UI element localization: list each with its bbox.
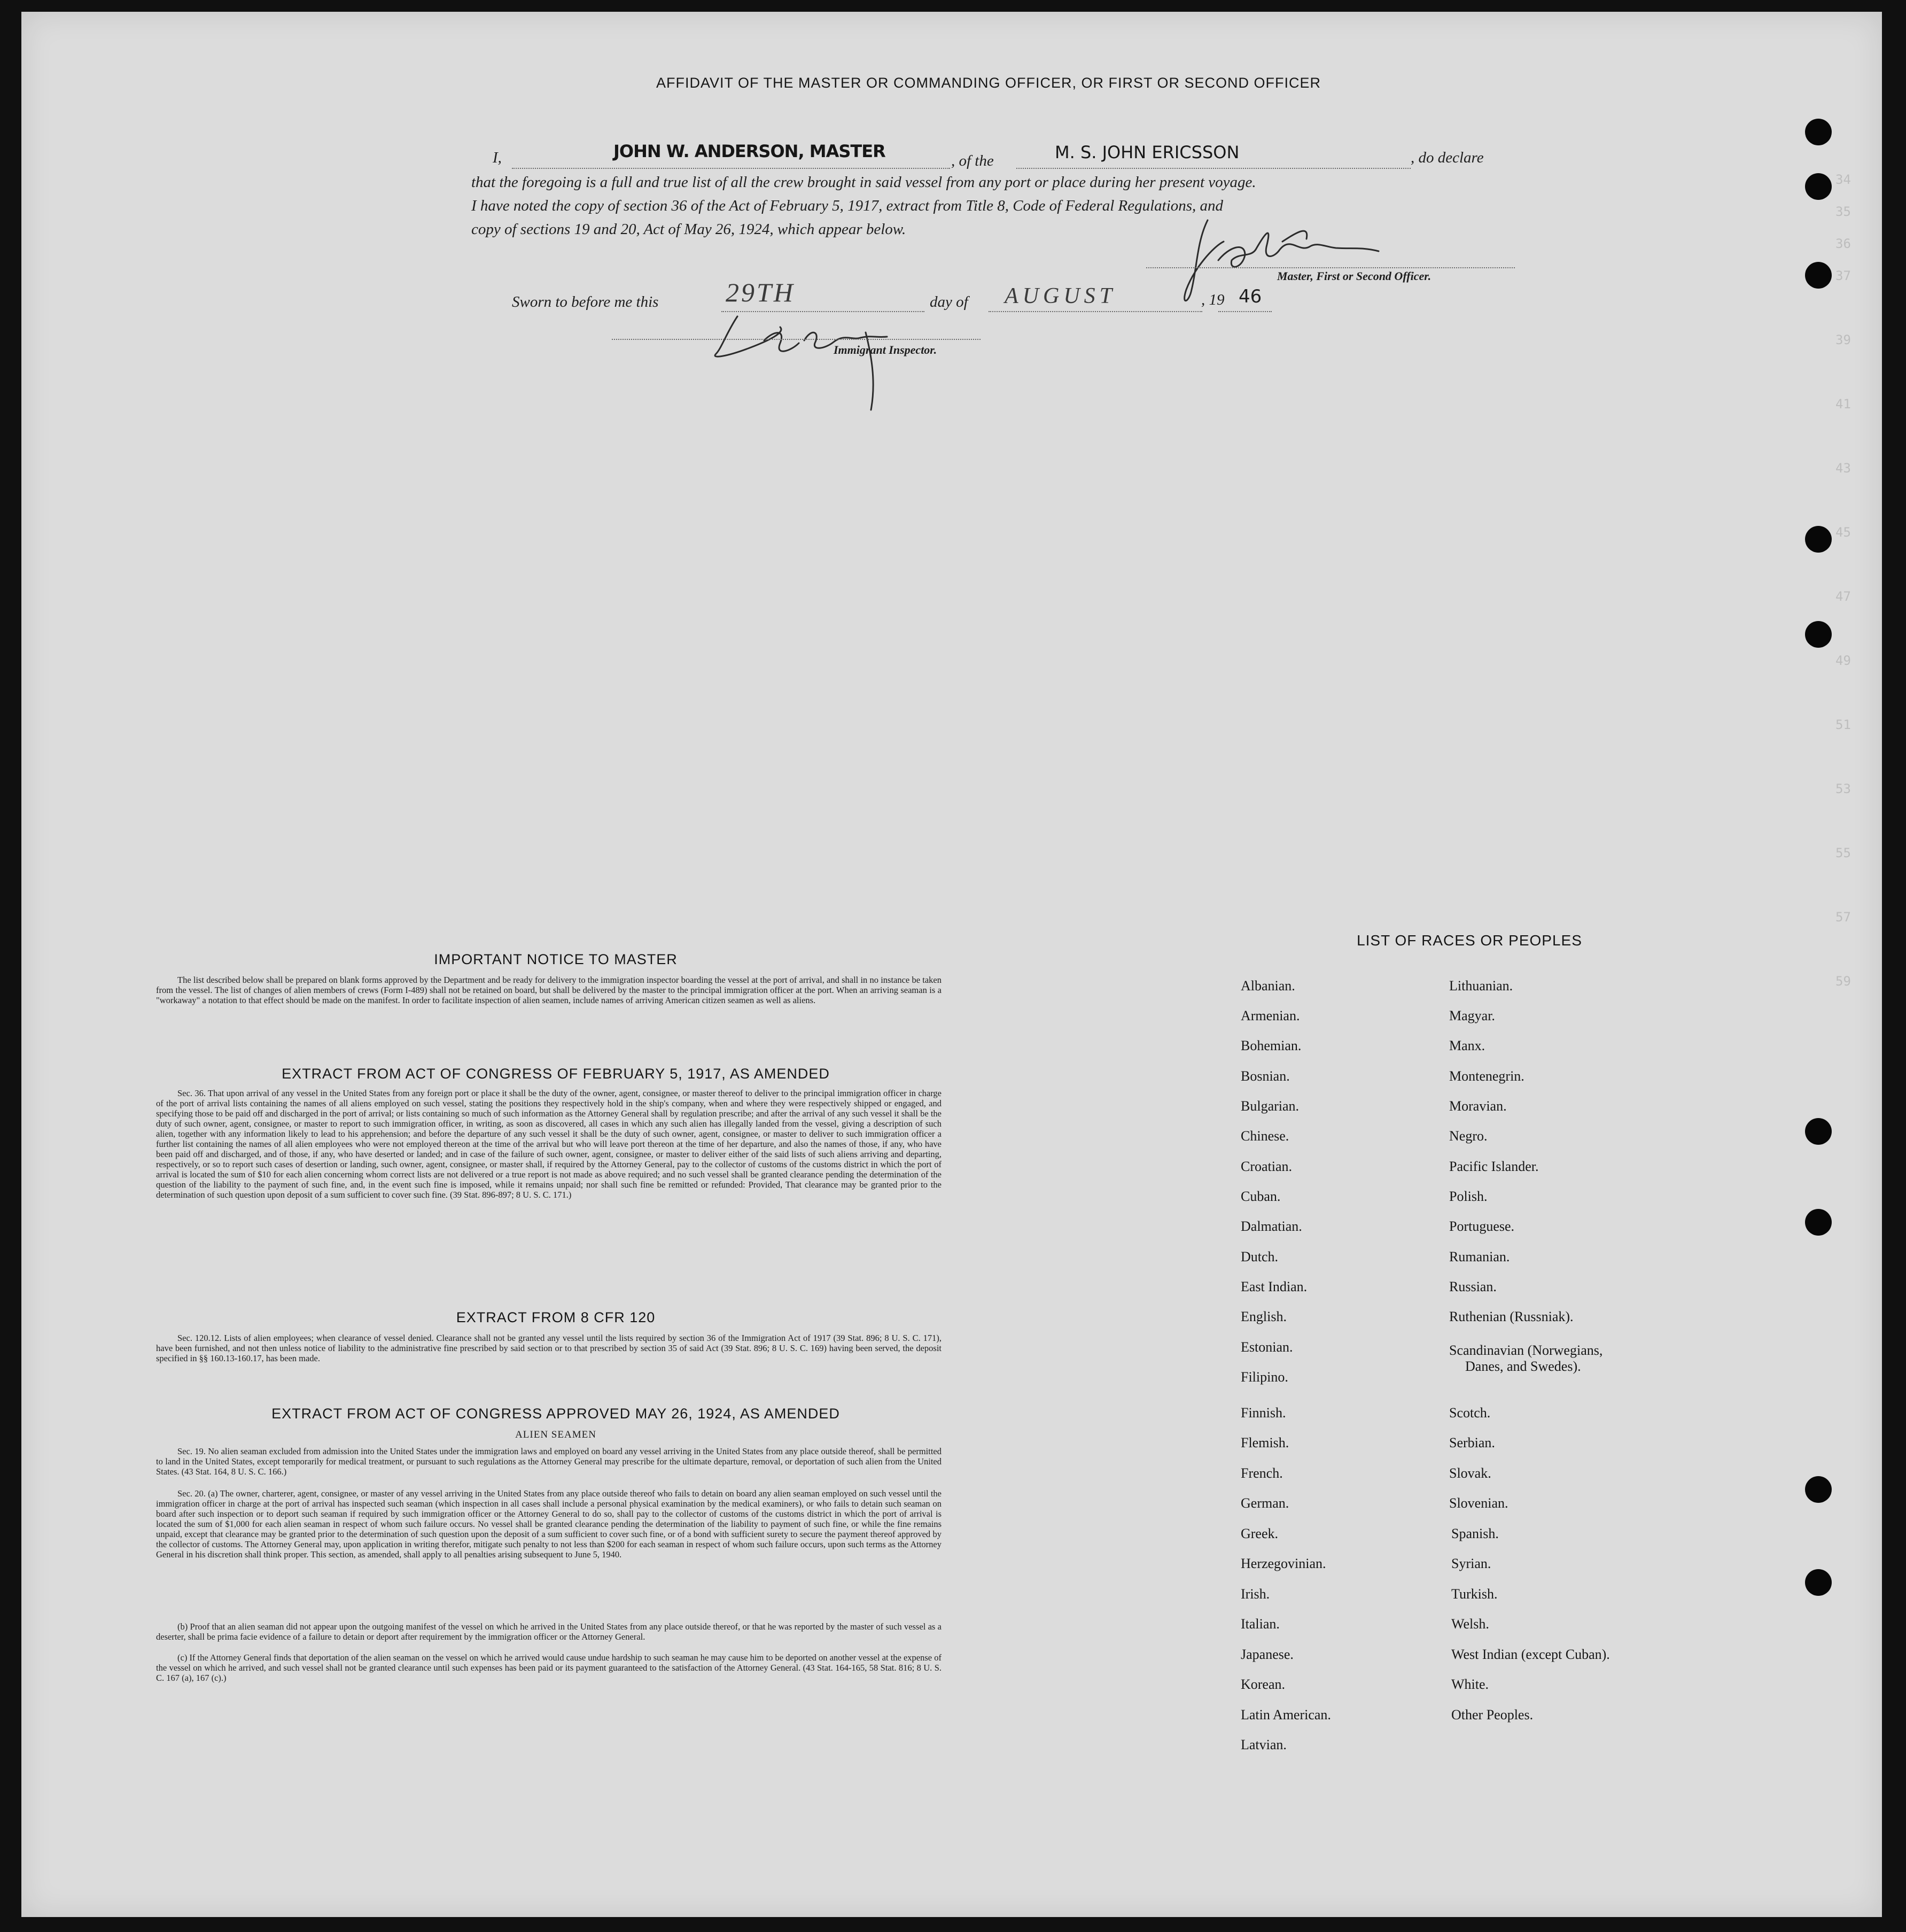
race-item: Welsh. (1451, 1616, 1489, 1632)
year-prefix: , 19 (1201, 291, 1225, 308)
race-item: Latin American. (1241, 1707, 1331, 1722)
alien-seamen-subtitle: ALIEN SEAMEN (515, 1429, 596, 1440)
race-item: Estonian. (1241, 1339, 1293, 1355)
declaration-line-2: that the foregoing is a full and true list of all the crew brought in said vessel from any port or place during her present voyage. (471, 174, 1256, 191)
race-item: Lithuanian. (1449, 978, 1513, 994)
race-item: Cuban. (1241, 1189, 1281, 1204)
race-item: Magyar. (1449, 1008, 1495, 1023)
extract-1924-title: EXTRACT FROM ACT OF CONGRESS APPROVED MAY 26, 1924, AS AMENDED (271, 1406, 840, 1422)
race-item: Danes, and Swedes). (1465, 1359, 1581, 1374)
race-item: Ruthenian (Russniak). (1449, 1309, 1574, 1324)
sworn-day: 29TH (726, 277, 795, 307)
punch-hole (1805, 621, 1832, 648)
race-item: Spanish. (1451, 1526, 1499, 1541)
race-item: French. (1241, 1465, 1283, 1481)
vessel-name: M. S. JOHN ERICSSON (1055, 142, 1240, 162)
race-item: Finnish. (1241, 1405, 1286, 1421)
race-item: Montenegrin. (1449, 1068, 1524, 1084)
master-caption: Master, First or Second Officer. (1277, 269, 1432, 283)
sworn-month: AUGUST (1005, 284, 1117, 308)
race-item: Albanian. (1241, 978, 1295, 994)
race-item: East Indian. (1241, 1279, 1308, 1294)
race-item: Bohemian. (1241, 1038, 1302, 1053)
year-suffix: 46 (1239, 286, 1262, 307)
race-item: Dalmatian. (1241, 1219, 1302, 1234)
race-item: Croatian. (1241, 1159, 1293, 1174)
extract-1917-title: EXTRACT FROM ACT OF CONGRESS OF FEBRUARY 5, 1917, AS AMENDED (282, 1066, 830, 1082)
race-item: Korean. (1241, 1677, 1286, 1692)
race-item: Other Peoples. (1451, 1707, 1534, 1722)
race-item: Irish. (1241, 1586, 1270, 1602)
inspector-caption: Immigrant Inspector. (834, 343, 937, 356)
race-item: Latvian. (1241, 1737, 1287, 1752)
affidavit-title: AFFIDAVIT OF THE MASTER OR COMMANDING OFFICER, OR FIRST OR SECOND OFFICER (656, 75, 1321, 91)
race-item: Japanese. (1241, 1647, 1294, 1662)
year-line (1218, 311, 1272, 312)
race-item: West Indian (except Cuban). (1451, 1647, 1610, 1662)
race-item: Armenian. (1241, 1008, 1300, 1023)
punch-hole (1805, 1569, 1832, 1596)
race-item: Slovak. (1449, 1465, 1491, 1481)
declaration-line-4: copy of sections 19 and 20, Act of May 26, 1924, which appear below. (471, 221, 906, 238)
race-item: Portuguese. (1449, 1219, 1515, 1234)
master-name: JOHN W. ANDERSON, MASTER (613, 141, 885, 161)
race-item: White. (1451, 1677, 1489, 1692)
race-item: Serbian. (1449, 1435, 1495, 1450)
i-prefix: I, (493, 149, 502, 166)
race-item: Italian. (1241, 1616, 1280, 1632)
race-item: Bulgarian. (1241, 1098, 1300, 1114)
punch-hole (1805, 1209, 1832, 1236)
sec20a-body: Sec. 20. (a) The owner, charterer, agent, consignee, or master of any vessel arriving in the United States from any place outside thereof who fails to detain on board any alien seaman employed on such vessel until the immigration officer in charge at the port of arrival has inspected such seaman (which inspection in all cases shall include a personal physical examination by the medical examiners), or who fails to detain such seaman on board after such inspection or to deport such seaman if required by such immigration officer or the Attorney General to do so, shall pay to the collector of customs of the customs district in which the port of arrival is located the sum of $1,000 for each alien seaman in respect of whom such failure occurs. No vessel shall be granted clearance pending the determination of the liability to payment of such fine, or while the fine remains unpaid, except that clearance may be granted prior to the determination of such question upon the deposit of a sum sufficient to cover such fine, or of a bond with sufficient surety to secure the payment thereof approved by the collector of customs. The Attorney General may, upon application in writing therefor, mitigate such penalty to not less than $200 for each seaman in respect of whom such failure occurs, upon such terms as the Attorney General in his discretion shall think proper. This section, as amended, shall apply to all penalties arising subsequent to June 5, 1940. (156, 1488, 942, 1559)
race-item: Manx. (1449, 1038, 1485, 1053)
race-item: Greek. (1241, 1526, 1279, 1541)
race-item: Scotch. (1449, 1405, 1491, 1421)
punch-hole (1805, 1118, 1832, 1145)
race-item: Syrian. (1451, 1556, 1491, 1571)
race-item: Negro. (1449, 1128, 1488, 1144)
sec20b-body: (b) Proof that an alien seaman did not appear upon the outgoing manifest of the vessel on which he arrived in the United States from any place outside thereof, or that he was reported by the master of such vessel as a deserter, shall be prima facie evidence of a failure to detain or deport after requirement by the immigration officer or the Attorney General. (156, 1621, 942, 1642)
punch-hole (1805, 173, 1832, 200)
race-item: Chinese. (1241, 1128, 1289, 1144)
sec20c-body: (c) If the Attorney General finds that deportation of the alien seaman on the vessel on which he arrived would cause undue hardship to such seaman he may cause him to be deported on another vessel at the expense of the vessel on which he arrived, and such vessel shall not be granted clearance until such expenses has been paid or its payment guaranteed to the satisfaction of the Attorney General. (43 Stat. 164-165, 58 Stat. 816; 8 U. S. C. 167 (a), 167 (c).) (156, 1652, 942, 1683)
punch-hole (1805, 1476, 1832, 1503)
notice-body: The list described below shall be prepared on blank forms approved by the Department and be ready for delivery to the immigration inspector boarding the vessel at the port of arrival, and shall in no instance be taken from the vessel. The list of changes of alien members of crews (Form I-489) shall not be retained on board, but shall be delivered by the master to the principal immigration officer at the port. When an arriving seaman is a "workaway" a notation to that effect should be made on the manifest. In order to facilitate inspection of alien seamen, include names of arriving American citizen seamen as well as aliens. (156, 975, 942, 1005)
race-item: Scandinavian (Norwegians, (1449, 1343, 1603, 1358)
sec19-body: Sec. 19. No alien seaman excluded from admission into the United States under the immigration laws and employed on board any vessel arriving in the United States from any place outside thereof, shall be permitted to land in the United States, except temporarily for medical treatment, or pursuant to such regulations as the Attorney General may prescribe for the ultimate departure, removal, or deportation of such alien from the United States. (43 Stat. 164, 8 U. S. C. 166.) (156, 1446, 942, 1477)
punch-hole (1805, 526, 1832, 553)
extract-cfr-body: Sec. 120.12. Lists of alien employees; when clearance of vessel denied. Clearance shall not be granted any vessel until the lists required by section 36 of the Immigration Act of 1917 (39 Stat. 896; 8 U. S. C. 171), have been furnished, and not then unless notice of liability to the administrative fine prescribed by said section or to that prescribed by section 35 of said Act (39 Stat. 896; 8 U. S. C. 169) having been served, the deposit specified in §§ 160.13-160.17, has been made. (156, 1333, 942, 1363)
punch-hole (1805, 119, 1832, 145)
notice-title: IMPORTANT NOTICE TO MASTER (434, 951, 678, 967)
inspector-signature-line (612, 339, 981, 340)
race-item: German. (1241, 1495, 1289, 1511)
race-item: Filipino. (1241, 1369, 1288, 1385)
sworn-prefix: Sworn to before me this (512, 293, 659, 311)
race-item: Russian. (1449, 1279, 1497, 1294)
race-item: Polish. (1449, 1189, 1488, 1204)
race-item: Bosnian. (1241, 1068, 1290, 1084)
race-item: Turkish. (1451, 1586, 1498, 1602)
race-item: Moravian. (1449, 1098, 1507, 1114)
sworn-month-line (989, 311, 1202, 312)
extract-1917-body: Sec. 36. That upon arrival of any vessel in the United States from any foreign port or place it shall be the duty of the owner, agent, consignee, or master thereof to deliver to the principal immigration officer in charge of the port of arrival lists containing the names of all aliens employed on such vessel, stating the positions they respectively hold in the ship's company, when and where they were respectively shipped or engaged, and specifying those to be paid off and discharged in the port of arrival; or lists containing so much of such information as the Attorney General shall by regulation prescribe; and after the arrival of any such vessel it shall be the duty of such owner, agent, consignee, or master to report to such immigration officer, in writing, as soon as discovered, all cases in which any such alien has illegally landed from the vessel, giving a description of such alien, together with any information likely to lead to his apprehension; and before the departure of any such vessel it shall be the duty of such owner, agent, consignee, or master to deliver to such immigration officer a further list containing the names of all alien employees who were not employed thereon at the time of the arrival but who will leave port thereon at the time of her departure, and also the names of those, if any, who have been paid off and discharged, and of those, if any, who have deserted or landed; and in case of the failure of such owner, agent, consignee, or master to deliver either of the said lists of such aliens arriving and departing, respectively, or so to report such cases of desertion or landing, such owner, agent, consignee, or master shall, if required by the Attorney General, pay to the collector of customs of the customs district in which the port of arrival is located the sum of $10 for each alien concerning whom correct lists are not delivered or a true report is not made as above required; and no such vessel shall be granted clearance pending the determination of the question of the liability to the payment of such fine, and, in the event such fine is imposed, while it remains unpaid; nor shall such fine be remitted or refunded: Provided, That clearance may be granted prior to the determination of such question upon deposit of a sum sufficient to cover such fine. (39 Stat. 896-897; 8 U. S. C. 171.) (156, 1088, 942, 1200)
race-item: English. (1241, 1309, 1287, 1324)
race-item: Rumanian. (1449, 1249, 1510, 1264)
extract-cfr-title: EXTRACT FROM 8 CFR 120 (456, 1309, 656, 1325)
vessel-name-line (1016, 168, 1411, 169)
master-name-line (512, 168, 950, 169)
day-of-label: day of (930, 293, 968, 311)
declaration-line-3: I have noted the copy of section 36 of the Act of February 5, 1917, extract from Title 8, Code of Federal Regulations, and (471, 197, 1224, 214)
race-item: Pacific Islander. (1449, 1159, 1539, 1174)
race-item: Dutch. (1241, 1249, 1279, 1264)
document-page: 34 35 36 37 39 41 43 45 47 49 51 53 55 57 59 AFFIDAVIT OF THE MASTER OR COMMANDING OFFICER, OR FIRST OR SECOND OFFICER I, JOHN W. ANDERSON, MASTER , of the M. S. JOHN ERICSSON , do declare that the foregoing is a full and true list of all the crew brought in said vessel from any port or place during her present voyage. I have noted the copy of section 36 of the Act of February 5, 1917, extract from Title 8, Code of Federal Regulations, and copy of sections 19 and 20, Act of May 26, 1924, which appear below. Master, First or Second Officer. Sworn to before me this 29TH day of AUGUST , 19 46 Immigrant Inspector. IMPORTANT NOTICE TO MASTER The list described below shall be prepared on blank forms approved by the Department and be ready for delivery to the immigration inspector boarding the vessel at the port of arrival, and shall in no instance be taken from the vessel. The list of changes of alien members of crews (Form I-489) shall not be retained on board, but shall be delivered by the master to the principal immigration officer at the port. When an arriving seaman is a "workaway" a notation to that effect should be made on the manifest. In order to facilitate inspection of alien seamen, include names of arriving American citizen seamen as well as aliens. EXTRACT FROM ACT OF CONGRESS OF FEBRUARY 5, 1917, AS AMENDED Sec. 36. That upon arrival of any vessel in the United States from any foreign port or place it shall be the duty of the owner, agent, consignee, or master thereof to deliver to the principal immigration officer in charge of the port of arrival lists containing the names of all aliens employed on such vessel, stating the positions they respectively hold in the ship's company, when and where they were respectively shipped or engaged, and specifying those to be paid off and discharged in the port of arrival; or lists containing so much of such information as the Attorney General shall by regulation prescribe; and after the arrival of any such vessel it shall be the duty of such owner, agent, consignee, or master to report to such immigration officer, in writing, as soon as discovered, all cases in which any such alien has illegally landed from the vessel, giving a description of such alien, together with any information likely to lead to his apprehension; and before the departure of any such vessel it shall be the duty of such owner, agent, consignee, or master to deliver to such immigration officer a further list containing the names of all alien employees who were not employed thereon at the time of the arrival but who will leave port thereon at the time of her departure, and also the names of those, if any, who have been paid off and discharged, and of those, if any, who have deserted or landed; and in case of the failure of such owner, agent, consignee, or master to deliver either of the said lists of such aliens arriving and departing, respectively, or so to report such cases of desertion or landing, such owner, agent, consignee, or master shall, if required by the Attorney General, pay to the collector of customs of the customs district in which the port of arrival is located the sum of $10 for each alien concerning whom correct lists are not delivered or a true report is not made as above required; and no such vessel shall be granted clearance pending the determination of the question of the liability to the payment of such fine, and, in the event such fine is imposed, while it remains unpaid; nor shall such fine be remitted or refunded: Provided, That clearance may be granted prior to the determination of such question upon deposit of a sum sufficient to cover such fine. (39 Stat. 896-897; 8 U. S. C. 171.) EXTRACT FROM 8 CFR 120 Sec. 120.12. Lists of alien employees; when clearance of vessel denied. Clearance shall not be granted any vessel until the lists required by section 36 of the Immigration Act of 1917 (39 Stat. 896; 8 U. S. C. 171), have been furnished, and not then unless notice of liability to the administrative fine prescribed by said section or to that prescribed by section 35 of said Act (39 Stat. 896; 8 U. S. C. 169) having been served, the deposit specified in §§ 160.13-160.17, has been made. EXTRACT FROM ACT OF CONGRESS APPROVED MAY 26, 1924, AS AMENDED ALIEN SEAMEN Sec. 19. No alien seaman excluded from admission into the United States under the immigration laws and employed on board any vessel arriving in the United States from any place outside thereof, shall be permitted to land in the United States, except temporarily for medical treatment, or pursuant to such regulations as the Attorney General may prescribe for the ultimate departure, removal, or deportation of such alien from the United States. (43 Stat. 164, 8 U. S. C. 166.) Sec. 20. (a) The owner, charterer, agent, consignee, or master of any vessel arriving in the United States from any place outside thereof who fails to detain on board any alien seaman employed on such vessel until the immigration officer in charge at the port of arrival has inspected such seaman (which inspection in all cases shall include a personal physical examination by the medical examiners), or who fails to detain such seaman on board after such inspection or to deport such seaman if required by such immigration officer or the Attorney General to do so, shall pay to the collector of customs of the customs district in which the port of arrival is located the sum of $1,000 for each alien seaman in respect of whom such failure occurs. No vessel shall be granted clearance pending the determination of the liability to payment of such fine, or while the fine remains unpaid, except that clearance may be granted prior to the determination of such question upon the deposit of a sum sufficient to cover such fine, or of a bond with sufficient surety to secure the payment thereof approved by the collector of customs. The Attorney General may, upon application in writing therefor, mitigate such penalty to not less than $200 for each seaman in respect of whom such failure occurs, upon such terms as the Attorney General in his discretion shall think proper. This section, as amended, shall apply to all penalties arising subsequent to June 5, 1940. (b) Proof that an alien seaman did not appear upon the outgoing manifest of the vessel on which he arrived in the United States from any place outside thereof, or that he was reported by the master of such vessel as a deserter, shall be prima facie evidence of a failure to detain or deport after requirement by the immigration officer or the Attorney General. (c) If the Attorney General finds that deportation of the alien seaman on the vessel on which he arrived would cause undue hardship to such seaman he may cause him to be deported on another vessel at the expense of the vessel on which he arrived, and such vessel shall not be granted clearance until such expenses has been paid or its payment guaranteed to the satisfaction of the Attorney General. (43 Stat. 164-165, 58 Stat. 816; 8 U. S. C. 167 (a), 167 (c).) LIST OF RACES OR PEOPLES Albanian. Armenian. Bohemian. Bosnian. Bulgarian. Chinese. Croatian. Cuban. Dalmatian. Dutch. East Indian. English. Estonian. Filipino. Finnish. Flemish. French. German. Greek. Herzegovinian. Irish. Italian. Japanese. Korean. Latin American. Latvian. Lithuanian. Magyar. Manx. Montenegrin. Moravian. Negro. Pacific Islander. Polish. Portuguese. Rumanian. Russian. Ruthenian (Russniak). Scandinavian (Norwegians, Danes, and Swedes). Scotch. Serbian. Slovak. Slovenian. Spanish. Syrian. Turkish. Welsh. West Indian (except Cuban). White. Other Peoples. (21, 12, 1882, 1917)
punch-hole (1805, 262, 1832, 289)
race-item: Herzegovinian. (1241, 1556, 1326, 1571)
race-item: Slovenian. (1449, 1495, 1508, 1511)
do-declare-label: , do declare (1411, 149, 1484, 166)
master-signature-line (1146, 267, 1515, 268)
of-the-label: , of the (951, 152, 994, 169)
race-item: Flemish. (1241, 1435, 1289, 1450)
races-title: LIST OF RACES OR PEOPLES (1357, 932, 1582, 949)
inspector-signature (705, 311, 930, 418)
